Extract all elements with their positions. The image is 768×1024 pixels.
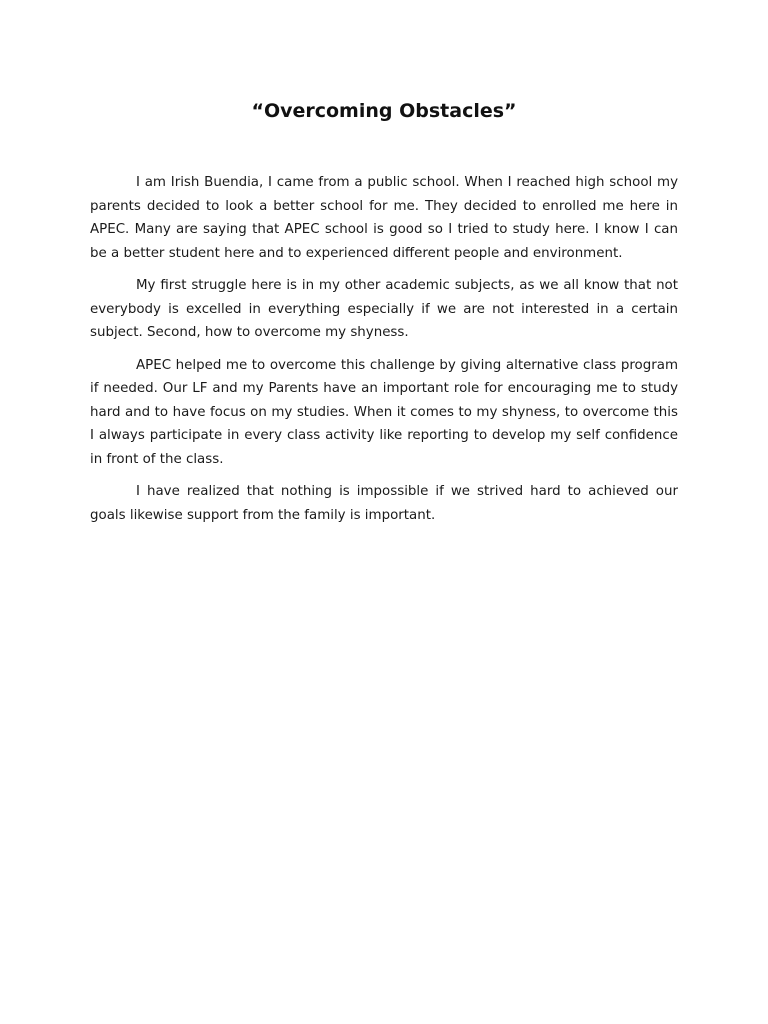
document-body — [90, 171, 678, 536]
paragraph-3: APEC helped me to overcome this challenge by giving alternative class program if needed. Our LF and my Parents have an important role for encouraging me to study hard and to have focus on my studies. When it comes to my shyness, to overcome this I always participate in every class activity like reporting to develop my self confidence in front of the class. — [90, 357, 678, 467]
paragraph-1: I am Irish Buendia, I came from a public school. When I reached high school my parents decided to look a better school for me. They decided to enrolled me here in APEC. Many are saying that APEC school is good so I tried to study here. I know I can be a better student here and to experienced different people and environment. — [90, 175, 678, 261]
paragraph-2: My first struggle here is in my other academic subjects, as we all know that not everybody is excelled in everything especially if we are not interested in a certain subject. Second, how to overcome my shyness. — [90, 278, 678, 340]
document-title: “Overcoming Obstacles” — [251, 100, 517, 122]
paragraph-4: I have realized that nothing is impossible if we strived hard to achieved our goals likewise support from the family is important. — [90, 484, 678, 523]
